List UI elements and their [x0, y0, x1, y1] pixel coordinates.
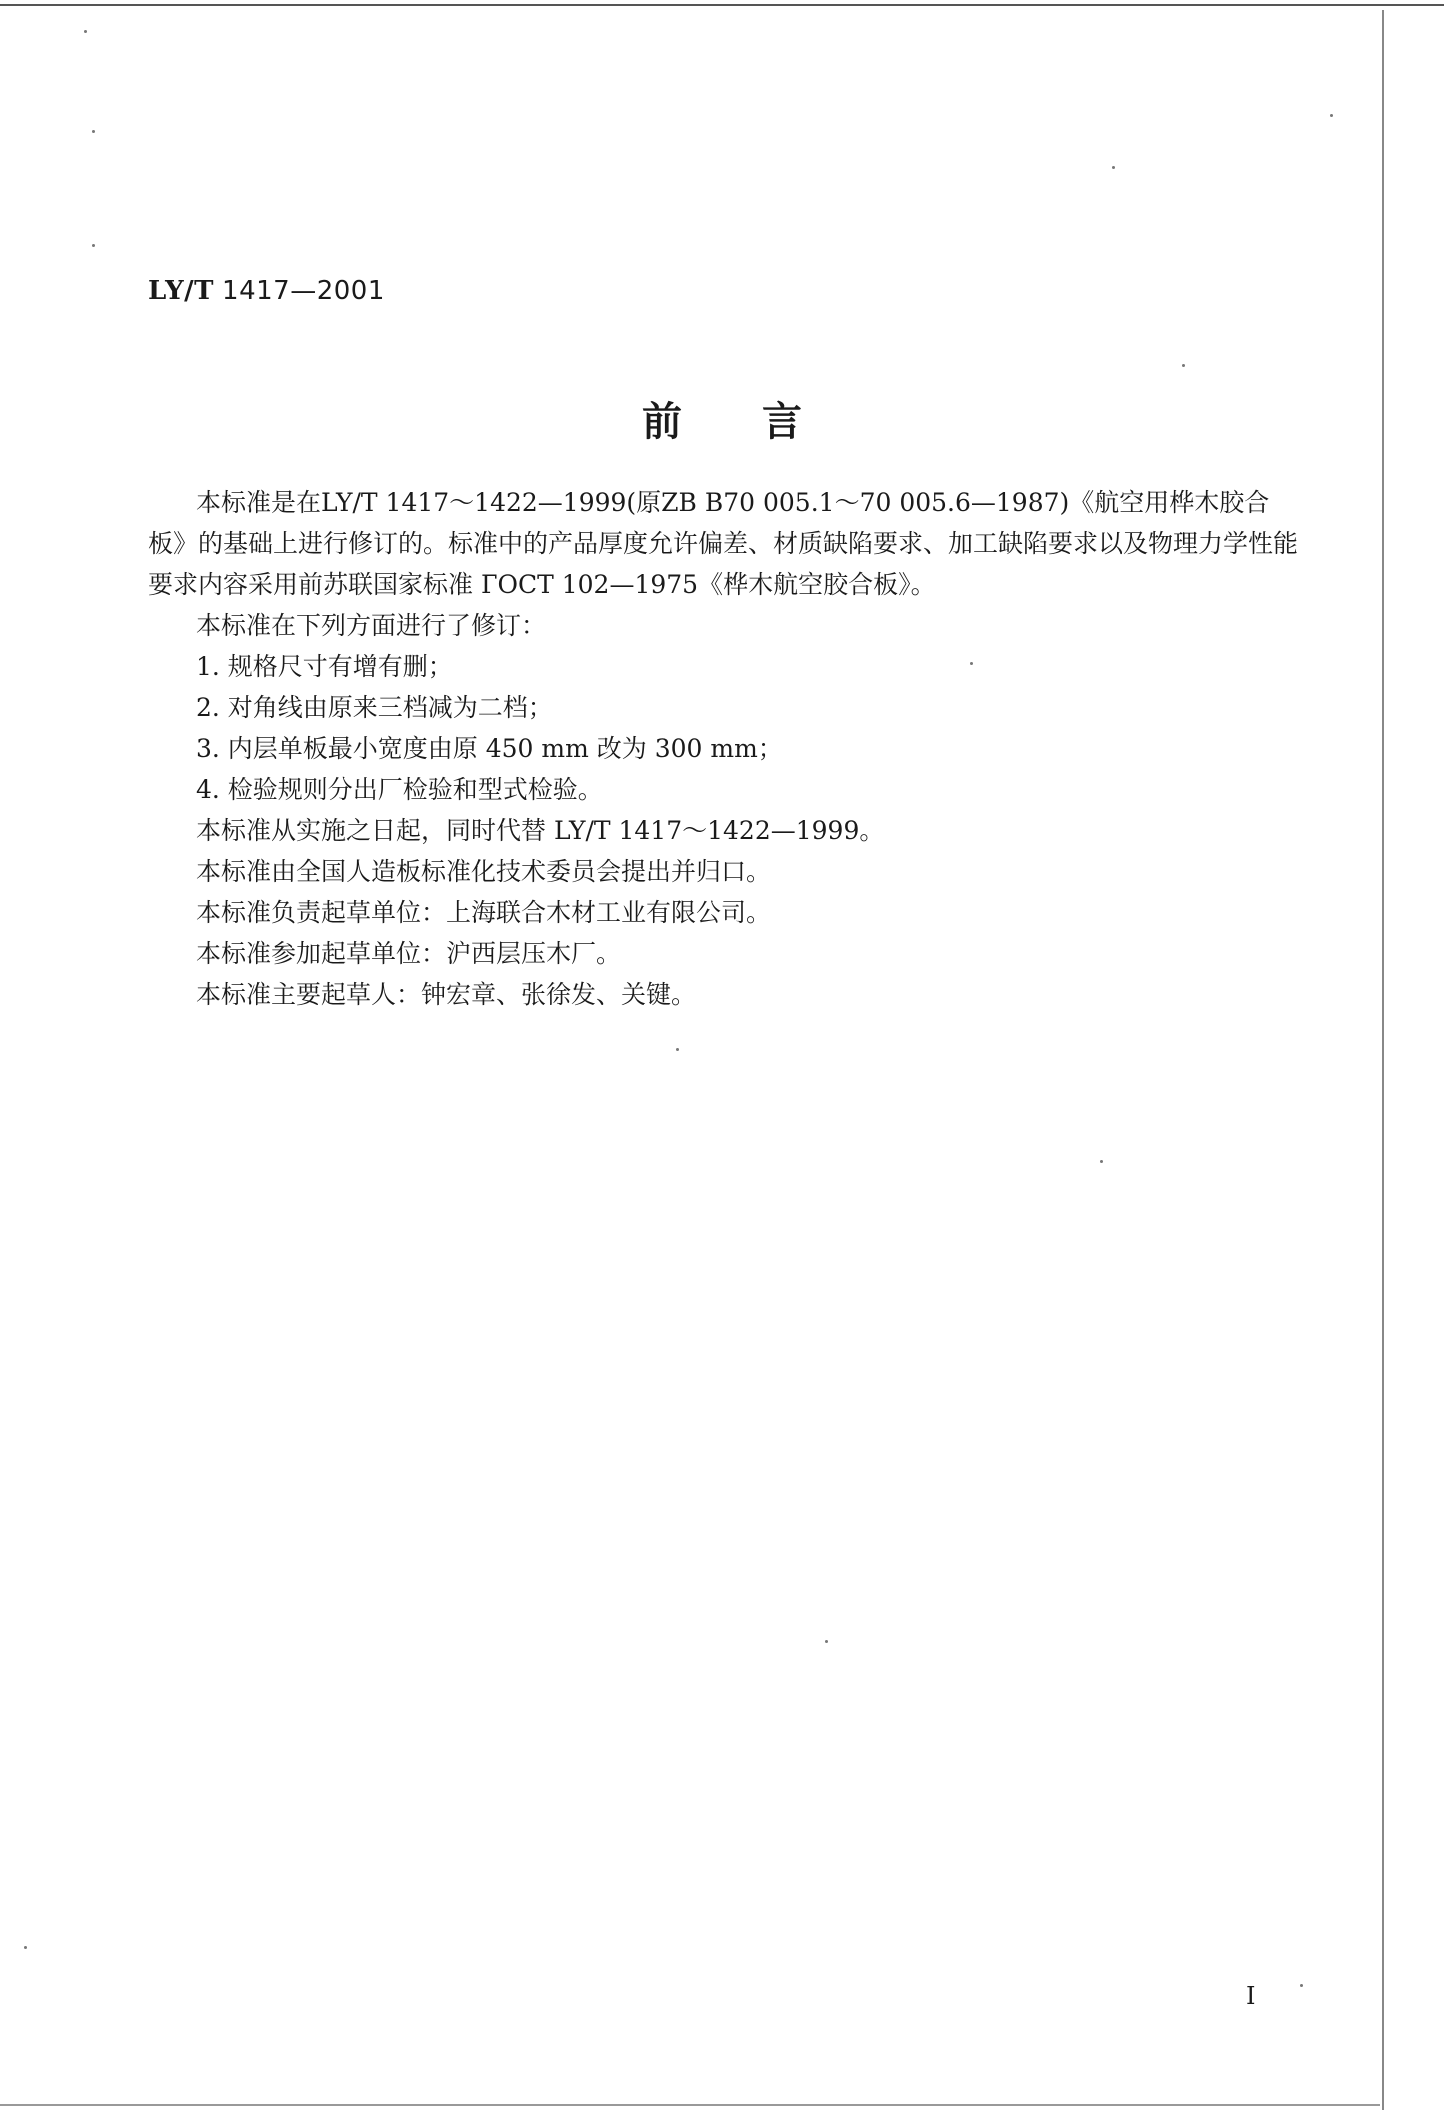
page-number: I [1246, 1982, 1256, 2010]
paragraph: 本标准参加起草单位：沪西层压木厂。 [196, 939, 622, 968]
scan-speck [1330, 114, 1333, 117]
page-title: 前言 [642, 398, 882, 445]
scan-speck [1182, 364, 1185, 367]
list-item: 3. 内层单板最小宽度由原 450 mm 改为 300 mm； [196, 734, 783, 763]
list-item: 4. 检验规则分出厂检验和型式检验。 [196, 775, 603, 804]
scan-edge-top [0, 4, 1444, 6]
scan-speck [825, 1640, 828, 1643]
scan-edge-right [1382, 10, 1384, 2110]
scan-speck [84, 30, 87, 33]
scan-edge-bottom [0, 2104, 1380, 2106]
paragraph: 本标准由全国人造板标准化技术委员会提出并归口。 [196, 857, 772, 886]
document-body [148, 482, 1298, 1015]
list-item: 2. 对角线由原来三档减为二档； [196, 693, 553, 722]
scan-speck [1112, 166, 1115, 169]
scan-speck [676, 1048, 679, 1051]
scan-speck [92, 244, 95, 247]
list-item: 1. 规格尺寸有增有删； [196, 652, 453, 681]
paragraph: 本标准在下列方面进行了修订： [196, 611, 547, 640]
paragraph: 本标准负责起草单位：上海联合木材工业有限公司。 [196, 898, 772, 927]
scan-speck [970, 662, 973, 665]
standard-code-prefix: LY/T [148, 276, 215, 306]
scan-speck [24, 1946, 27, 1949]
paragraph: 本标准是在LY/T 1417～1422—1999(原ZB B70 005.1～70 005.6—1987)《航空用桦木胶合板》的基础上进行修订的。标准中的产品厚度允许偏差、材质缺陷要求、加工缺陷要求以及物理力学性能要求内容采用前苏联国家标准 ГОСТ 102—1975《桦木航空胶合板》。 [148, 488, 1299, 599]
paragraph: 本标准从实施之日起，同时代替 LY/T 1417～1422—1999。 [196, 816, 885, 845]
standard-code [148, 276, 385, 306]
paragraph: 本标准主要起草人：钟宏章、张徐发、关键。 [196, 980, 697, 1009]
scan-speck [92, 130, 95, 133]
scan-speck [1100, 1160, 1103, 1163]
scan-speck [1300, 1984, 1303, 1987]
standard-code-number: 1417—2001 [222, 276, 385, 306]
